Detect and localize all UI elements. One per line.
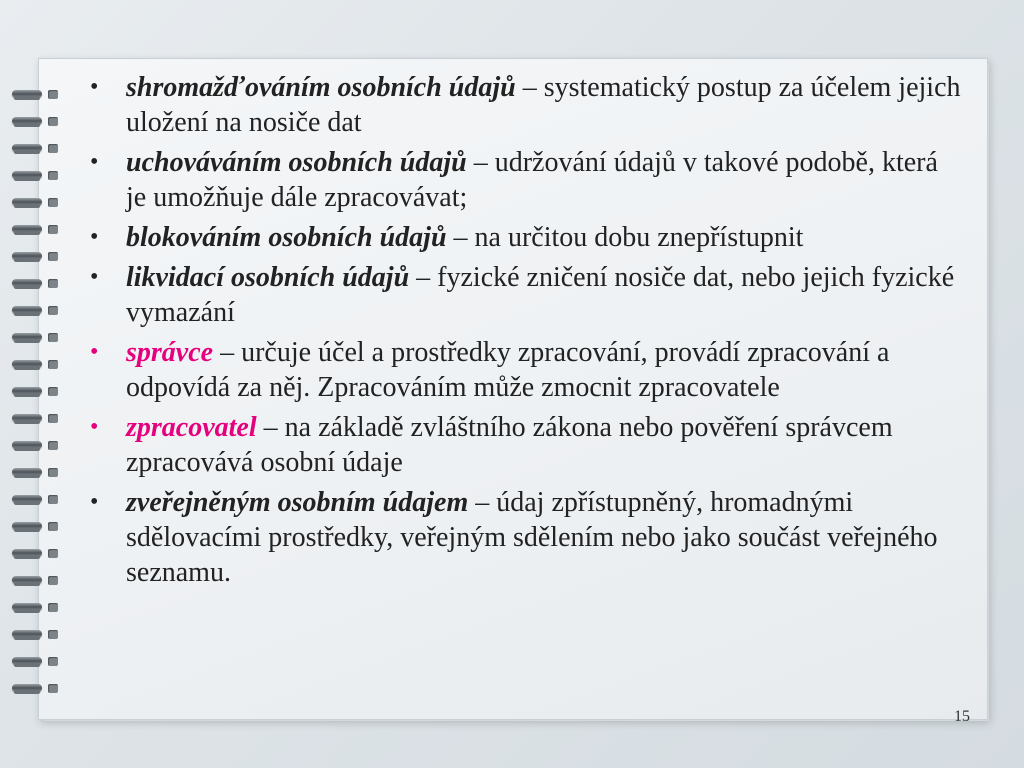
definition-term: shromažďováním osobních údajů: [126, 72, 516, 103]
spiral-ring: [12, 466, 64, 480]
definition-text: – na určitou dobu znepřístupnit: [446, 222, 804, 253]
spiral-ring: [12, 223, 64, 237]
bullet: •: [90, 224, 99, 250]
definition-term: likvidací osobních údajů: [126, 262, 410, 293]
bullet: •: [90, 414, 99, 440]
spiral-ring: [12, 196, 64, 210]
spiral-ring: [12, 655, 64, 669]
spiral-binding: [12, 88, 64, 688]
spiral-ring: [12, 493, 64, 507]
spiral-ring: [12, 358, 64, 372]
spiral-ring: [12, 601, 64, 615]
spiral-ring: [12, 169, 64, 183]
bullet: •: [90, 489, 99, 515]
bullet: •: [90, 264, 99, 290]
spiral-ring: [12, 385, 64, 399]
definition-text: – údaj zpřístupněný, hromadnými sdělovacími prostředky, veřejným sdělením nebo jako součást veřejného seznamu.: [126, 487, 938, 588]
list-item: [84, 485, 964, 590]
spiral-ring: [12, 574, 64, 588]
list-item: [84, 220, 964, 255]
definition-term: správce: [126, 337, 214, 368]
spiral-ring: [12, 412, 64, 426]
spiral-ring: [12, 88, 64, 102]
list-item: [84, 145, 964, 215]
spiral-ring: [12, 331, 64, 345]
definition-term: zpracovatel: [126, 412, 257, 443]
definition-text: – na základě zvláštního zákona nebo pověření správcem zpracovává osobní údaje: [126, 412, 893, 478]
list-item-highlighted: [84, 335, 964, 405]
spiral-ring: [12, 628, 64, 642]
list-item: [84, 70, 964, 140]
list-item-highlighted: [84, 410, 964, 480]
spiral-ring: [12, 142, 64, 156]
spiral-ring: [12, 115, 64, 129]
bullet: •: [90, 339, 99, 365]
spiral-ring: [12, 682, 64, 696]
definition-text: – systematický postup za účelem jejich uložení na nosiče dat: [126, 72, 961, 138]
spiral-ring: [12, 250, 64, 264]
bullet: •: [90, 149, 99, 175]
spiral-ring: [12, 547, 64, 561]
spiral-ring: [12, 439, 64, 453]
definition-text: – udržování údajů v takové podobě, která je umožňuje dále zpracovávat;: [126, 147, 938, 213]
definition-list: [84, 70, 964, 595]
definition-text: – určuje účel a prostředky zpracování, provádí zpracování a odpovídá za něj. Zpracováním může zmocnit zpracovatele: [126, 337, 890, 403]
definition-term: uchováváním osobních údajů: [126, 147, 467, 178]
definition-term: zveřejněným osobním údajem: [126, 487, 469, 518]
spiral-ring: [12, 304, 64, 318]
definition-term: blokováním osobních údajů: [126, 222, 447, 253]
spiral-ring: [12, 520, 64, 534]
spiral-ring: [12, 277, 64, 291]
page-number: 15: [954, 708, 970, 725]
list-item: [84, 260, 964, 330]
definition-text: – fyzické zničení nosiče dat, nebo jejich fyzické vymazání: [126, 262, 955, 328]
bullet: •: [90, 74, 99, 100]
